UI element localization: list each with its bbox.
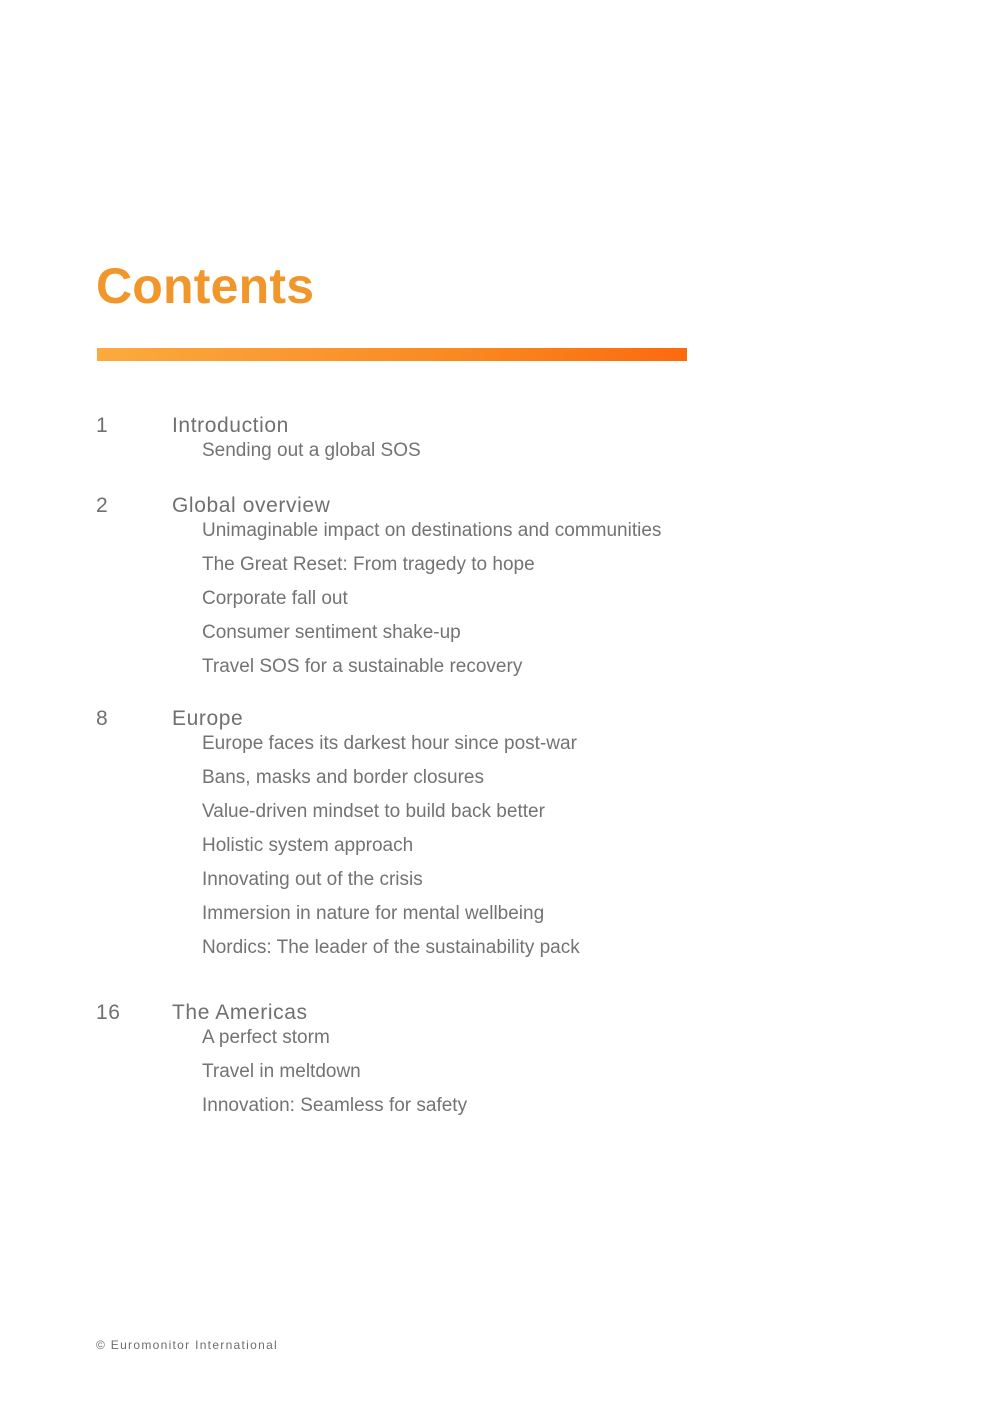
subsection-item[interactable]: Bans, masks and border closures: [202, 767, 484, 788]
subsection-item[interactable]: Unimaginable impact on destinations and communities: [202, 520, 662, 541]
toc-section-global-overview: [96, 492, 796, 690]
section-heading[interactable]: [96, 999, 796, 1027]
section-heading[interactable]: [96, 412, 796, 440]
subsection-list: [96, 440, 796, 474]
section-title: The Americas: [172, 1001, 308, 1024]
subsection-item[interactable]: Innovation: Seamless for safety: [202, 1095, 468, 1116]
subsection-list: [96, 733, 796, 971]
subsection-item[interactable]: Travel in meltdown: [202, 1061, 361, 1082]
toc-section-europe: [96, 705, 796, 971]
subsection-item[interactable]: Sending out a global SOS: [202, 440, 421, 461]
section-title: Europe: [172, 707, 244, 730]
section-title: Global overview: [172, 494, 331, 517]
subsection-item[interactable]: A perfect storm: [202, 1027, 330, 1048]
subsection-item[interactable]: Nordics: The leader of the sustainability pack: [202, 937, 580, 958]
section-heading[interactable]: [96, 705, 796, 733]
title-rule: [97, 348, 687, 361]
page-title: Contents: [96, 258, 315, 314]
section-heading[interactable]: [96, 492, 796, 520]
copyright-footer: © Euromonitor International: [96, 1338, 279, 1352]
section-title: Introduction: [172, 414, 289, 437]
subsection-item[interactable]: The Great Reset: From tragedy to hope: [202, 554, 535, 575]
toc-section-introduction: [96, 412, 796, 474]
subsection-item[interactable]: Consumer sentiment shake-up: [202, 622, 461, 643]
subsection-list: [96, 1027, 796, 1129]
subsection-item[interactable]: Immersion in nature for mental wellbeing: [202, 903, 545, 924]
section-page-number: 8: [96, 707, 109, 730]
subsection-item[interactable]: Innovating out of the crisis: [202, 869, 423, 890]
toc-section-the-americas: [96, 999, 796, 1129]
subsection-item[interactable]: Travel SOS for a sustainable recovery: [202, 656, 523, 677]
section-page-number: 1: [96, 414, 109, 437]
subsection-item[interactable]: Corporate fall out: [202, 588, 348, 609]
section-page-number: 16: [96, 1001, 121, 1024]
subsection-item[interactable]: Europe faces its darkest hour since post-war: [202, 733, 577, 754]
subsection-item[interactable]: Holistic system approach: [202, 835, 414, 856]
subsection-item[interactable]: Value-driven mindset to build back better: [202, 801, 545, 822]
subsection-list: [96, 520, 796, 690]
section-page-number: 2: [96, 494, 109, 517]
